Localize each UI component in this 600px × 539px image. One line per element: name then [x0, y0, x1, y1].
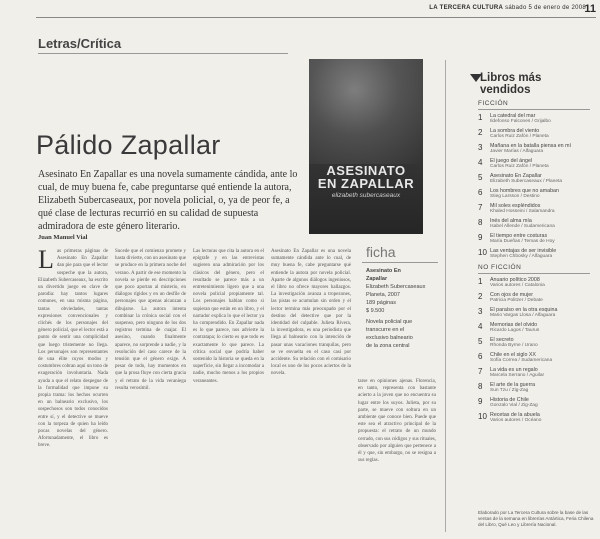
bestseller-title: Anuario político 2008 — [490, 277, 540, 283]
nonfiction-label: NO FICCIÓN — [478, 264, 522, 271]
ficha-line: de la zona central — [366, 343, 410, 349]
bestseller-item — [478, 173, 592, 187]
bestseller-item — [478, 143, 592, 157]
article-column-2: Sucede que el comienzo promete y hasta divierte, con un asesinato que se produce en la primera noche del verano. A partir de ese momento la novela se pierde en descripciones que poco aportan al misterio, en diálogos rígidos y en un desfile de personajes que apenas alcanzan a dibujarse. La autora intenta combinar la crónica social con el suspenso, pero ninguno de los dos registros termina de cuajar. El asesino, cuando finalmente aparece, no sorprende a nadie, y la resolución del caso carece de la tensión que el género exige. A pesar de todo, hay momentos en que la prosa fluye con cierta gracia y el retrato de la vida veraniega resulta verosímil. — [115, 249, 186, 391]
bestseller-title: El arte de la guerra — [490, 382, 536, 388]
bestseller-title: Asesinato En Zapallar — [490, 173, 542, 179]
bestseller-author-publisher: Stephen Chbosky / Alfaguara — [490, 254, 553, 259]
bestseller-title: El tiempo entre costuras — [490, 233, 548, 239]
bestseller-rank: 9 — [478, 397, 483, 406]
ficha-line: Novela policial que — [366, 319, 413, 325]
bestseller-item — [478, 158, 592, 172]
article-column-1 — [38, 248, 108, 536]
publication-header — [429, 5, 586, 11]
bestseller-author-publisher: Sofía Correa / Sudamericana — [490, 358, 553, 363]
bestseller-title: Historia de Chile — [490, 397, 529, 403]
bestseller-author-publisher: Javier Marías / Alfaguara — [490, 149, 544, 154]
article-title: Pálido Zapallar — [36, 130, 221, 160]
bestseller-author-publisher: Marcela Serrano / Aguilar — [490, 373, 545, 378]
cover-author: elizabeth subercaseaux — [331, 192, 401, 199]
bestseller-author-publisher: Varios autores / Catalonia — [490, 283, 545, 288]
bestseller-item — [478, 248, 592, 262]
bestseller-item — [478, 203, 592, 217]
bestseller-author-publisher: Stieg Larsson / Destino — [490, 194, 540, 199]
publication-date: sábado 5 de enero de 2008 — [505, 5, 586, 11]
ficha-label: ficha — [366, 244, 396, 260]
bestseller-author-publisher: Patricia Politzer / Debate — [490, 298, 543, 303]
ficha-line: 189 páginas — [366, 300, 396, 306]
fiction-divider — [478, 109, 590, 110]
nonfiction-divider — [478, 273, 590, 274]
book-cover-image — [309, 59, 423, 234]
bestseller-title: Con ojos de mujer — [490, 292, 533, 298]
bestseller-author-publisher: Varios autores / Océano — [490, 418, 542, 423]
article-author: Juan Manuel Vial — [38, 234, 88, 241]
bestseller-title: Las ventajas de ser invisible — [490, 248, 557, 254]
section-label: Letras/Crítica — [38, 36, 122, 51]
bestseller-rank: 7 — [478, 203, 483, 212]
bestseller-title: El secreto — [490, 337, 514, 343]
bestseller-title: El juego del ángel — [490, 158, 533, 164]
drop-cap: L — [38, 248, 54, 274]
article-column-4: Asesinato En Zapallar es una novela sumamente cándida ante lo cual, de muy buena fe, cabe preguntarse qué entiende la autora por novela policial. Aparte de algunos diálogos ingeniosos, el libro no ofrece mayores hallazgos. La investigación avanza a tropezones, las pistas se acumulan sin orden y el lector termina más preocupado por el destino del detective que por la identidad del culpable. Julieta Rivera, la investigadora, es una periodista que llega al balneario con la intención de pasar unas vacaciones tranquilas, pero se ve envuelta en el caso casi por accidente. Su relación con el comisario local es uno de los pocos aciertos de la novela. — [271, 249, 351, 377]
bestseller-item — [478, 113, 592, 127]
bestseller-item — [478, 233, 592, 247]
bestseller-author-publisher: Sun Tzu / Zig-Zag — [490, 388, 529, 393]
bestseller-title: Chile en el siglo XX — [490, 352, 536, 358]
bestseller-rank: 8 — [478, 218, 483, 227]
bestseller-title: Los hombres que no amaban — [490, 188, 559, 194]
bestseller-title: Mañana en la batalla piensa en mí — [490, 143, 571, 149]
ficha-line: Zapallar — [366, 276, 388, 282]
article-lede: Asesinato En Zapallar es una novela sumamente cándida, ante lo cual, de muy buena fe, cabe preguntarse qué entiende la autora, Elizabeth Subercaseaux, por novela policial, o, ya de peor fe, a qué clase de lecturas recurrió en su calidad de supuesta admiradora de este género literario. — [38, 169, 298, 232]
bestseller-rank: 10 — [478, 412, 487, 421]
bestseller-author-publisher: Ildefonso Falcones / Grijalbo — [490, 119, 551, 124]
bestseller-item — [478, 322, 592, 336]
bestseller-author-publisher: Khaled Hosseini / Salamandra — [490, 209, 555, 214]
bestseller-author-publisher: Mario Vargas Llosa / Alfaguara — [490, 313, 556, 318]
bestseller-title: Memorias del olvido — [490, 322, 538, 328]
bestseller-author-publisher: Elizabeth Subercaseaux / Planeta — [490, 179, 563, 184]
column-1-text: as primeras páginas de Asesinato En Zapallar dan pie para que el lector sospeche que la autora, Elizabeth Subercaseaux, ha escrito un divertido juego en clave de parodia: hay tantos lugares comunes, en una misma página, tantas obviedades, tantas expresiones convencionales y clichés de los personajes del género policial, que el lector está a punto de sentir una complicidad que luego tristemente no llega. Los personajes son representantes de una élite cuyos modos y costumbres cobran aquí un tono de exageración involuntaria. Nada ayuda a que el relato despegue de la formalidad que impone su propia trama: los hechos ocurren en un balneario exclusivo, los sospechosos son todos conocidos entre sí, y el detective se mueve con la torpeza de quien ha leído pocas novelas del género. Afortunadamente, el libro es breve. — [38, 249, 108, 449]
cover-title: ASESINATO EN ZAPALLAR — [317, 163, 415, 191]
ficha-line: Planeta, 2007 — [366, 292, 400, 298]
header-divider — [36, 17, 596, 18]
ficha-line: Elizabeth Subercaseaux — [366, 284, 426, 290]
ficha-divider — [362, 262, 438, 263]
bestseller-item — [478, 307, 592, 321]
bestseller-rank: 6 — [478, 188, 483, 197]
bestseller-rank: 5 — [478, 173, 483, 182]
bestseller-item — [478, 128, 592, 142]
ficha-line: $ 9.500 — [366, 308, 385, 314]
ficha-line: transcurre en el — [366, 327, 405, 333]
publication-name: LA TERCERA CULTURA — [429, 5, 504, 11]
bestseller-rank: 7 — [478, 367, 483, 376]
bestseller-rank: 4 — [478, 158, 483, 167]
sidebar-divider — [445, 60, 446, 532]
bestsellers-title-line-1: Libros más — [480, 72, 542, 84]
bestseller-rank: 5 — [478, 337, 483, 346]
bestseller-item — [478, 397, 592, 411]
bestseller-rank: 6 — [478, 352, 483, 361]
bestseller-rank: 10 — [478, 248, 487, 257]
bestseller-rank: 3 — [478, 307, 483, 316]
bestseller-title: Mil soles espléndidos — [490, 203, 541, 209]
bestseller-title: Recetas de la abuela — [490, 412, 540, 418]
bestseller-author-publisher: Carlos Ruiz Zafón / Planeta — [490, 164, 549, 169]
bestseller-rank: 9 — [478, 233, 483, 242]
ficha-line: exclusivo balneario — [366, 335, 413, 341]
bestseller-author-publisher: Isabel Allende / Sudamericana — [490, 224, 555, 229]
bestseller-rank: 1 — [478, 113, 483, 122]
fiction-label: FICCIÓN — [478, 100, 509, 107]
bestseller-rank: 2 — [478, 128, 483, 137]
bestseller-author-publisher: Gonzalo Vial / Zig-Zag — [490, 403, 538, 408]
page-number: 11 — [584, 3, 596, 15]
bestseller-rank: 3 — [478, 143, 483, 152]
section-divider — [38, 53, 288, 54]
bestseller-title: La catedral del mar — [490, 113, 536, 119]
bestseller-author-publisher: Rhonda Byrne / Urano — [490, 343, 538, 348]
bestseller-item — [478, 188, 592, 202]
bestseller-author-publisher: Ricardo Lagos / Taurus — [490, 328, 540, 333]
bestseller-item — [478, 367, 592, 381]
bestsellers-title — [480, 72, 541, 96]
bestsellers-footnote: Elaborado por La Tercera Cultura sobre la base de las ventas de la semana en librerías Antártica, Feria Chilena del Libro, Qué Leo y Librería Nacional. — [478, 510, 594, 527]
bestseller-rank: 4 — [478, 322, 483, 331]
bestseller-item — [478, 337, 592, 351]
article-column-3: Las lecturas que cita la autora en el epígrafe y en las entrevistas sugieren una admiración por los clásicos del género, pero el resultado se parece más a un entretenimiento ligero que a una novela policial propiamente tal. Los personajes hablan como si supieran que están en un libro, y el narrador explica lo que el lector ya ha comprendido. En Zapallar nada es lo que parece, nos advierte la contratapa; lo cierto es que todo es exactamente lo que parece. La crítica social que podría haber sostenido la historia se queda en la superficie, sin llegar a incomodar a nadie, mucho menos a los propios veraneantes. — [193, 249, 264, 384]
bestseller-rank: 2 — [478, 292, 483, 301]
bestseller-title: El paraíso en la otra esquina — [490, 307, 558, 313]
bestsellers-title-line-2: vendidos — [480, 84, 531, 96]
bestseller-author-publisher: Carlos Ruiz Zafón / Planeta — [490, 134, 549, 139]
cover-texture — [309, 59, 423, 164]
bestseller-title: La vida es un regalo — [490, 367, 538, 373]
bestseller-author-publisher: María Dueñas / Temas de Hoy — [490, 239, 555, 244]
bestseller-item — [478, 277, 592, 291]
bestseller-item — [478, 352, 592, 366]
bestseller-item — [478, 218, 592, 232]
bestseller-item — [478, 292, 592, 306]
ficha-line: Asesinato En — [366, 268, 401, 274]
bestseller-rank: 1 — [478, 277, 483, 286]
bestseller-title: La sombra del viento — [490, 128, 540, 134]
article-column-5: tarse en opiniones ajenas. Florencia, en tanto, representa con bastante acierto a la joven que no encuentra su lugar entre los suyos. Julieta, por su parte, se mueve con soltura en un ambiente que conoce bien. Puede que este sea el atractivo principal de la propuesta: el retrato de un mundo cerrado, con sus códigos y sus rituales, observado por alguien que pertenece a él y que, sin embargo, no se resigna a sus reglas. — [358, 379, 436, 464]
bestseller-title: Inés del alma mía — [490, 218, 532, 224]
bestseller-item — [478, 382, 592, 396]
bestseller-rank: 8 — [478, 382, 483, 391]
bestseller-item — [478, 412, 592, 426]
